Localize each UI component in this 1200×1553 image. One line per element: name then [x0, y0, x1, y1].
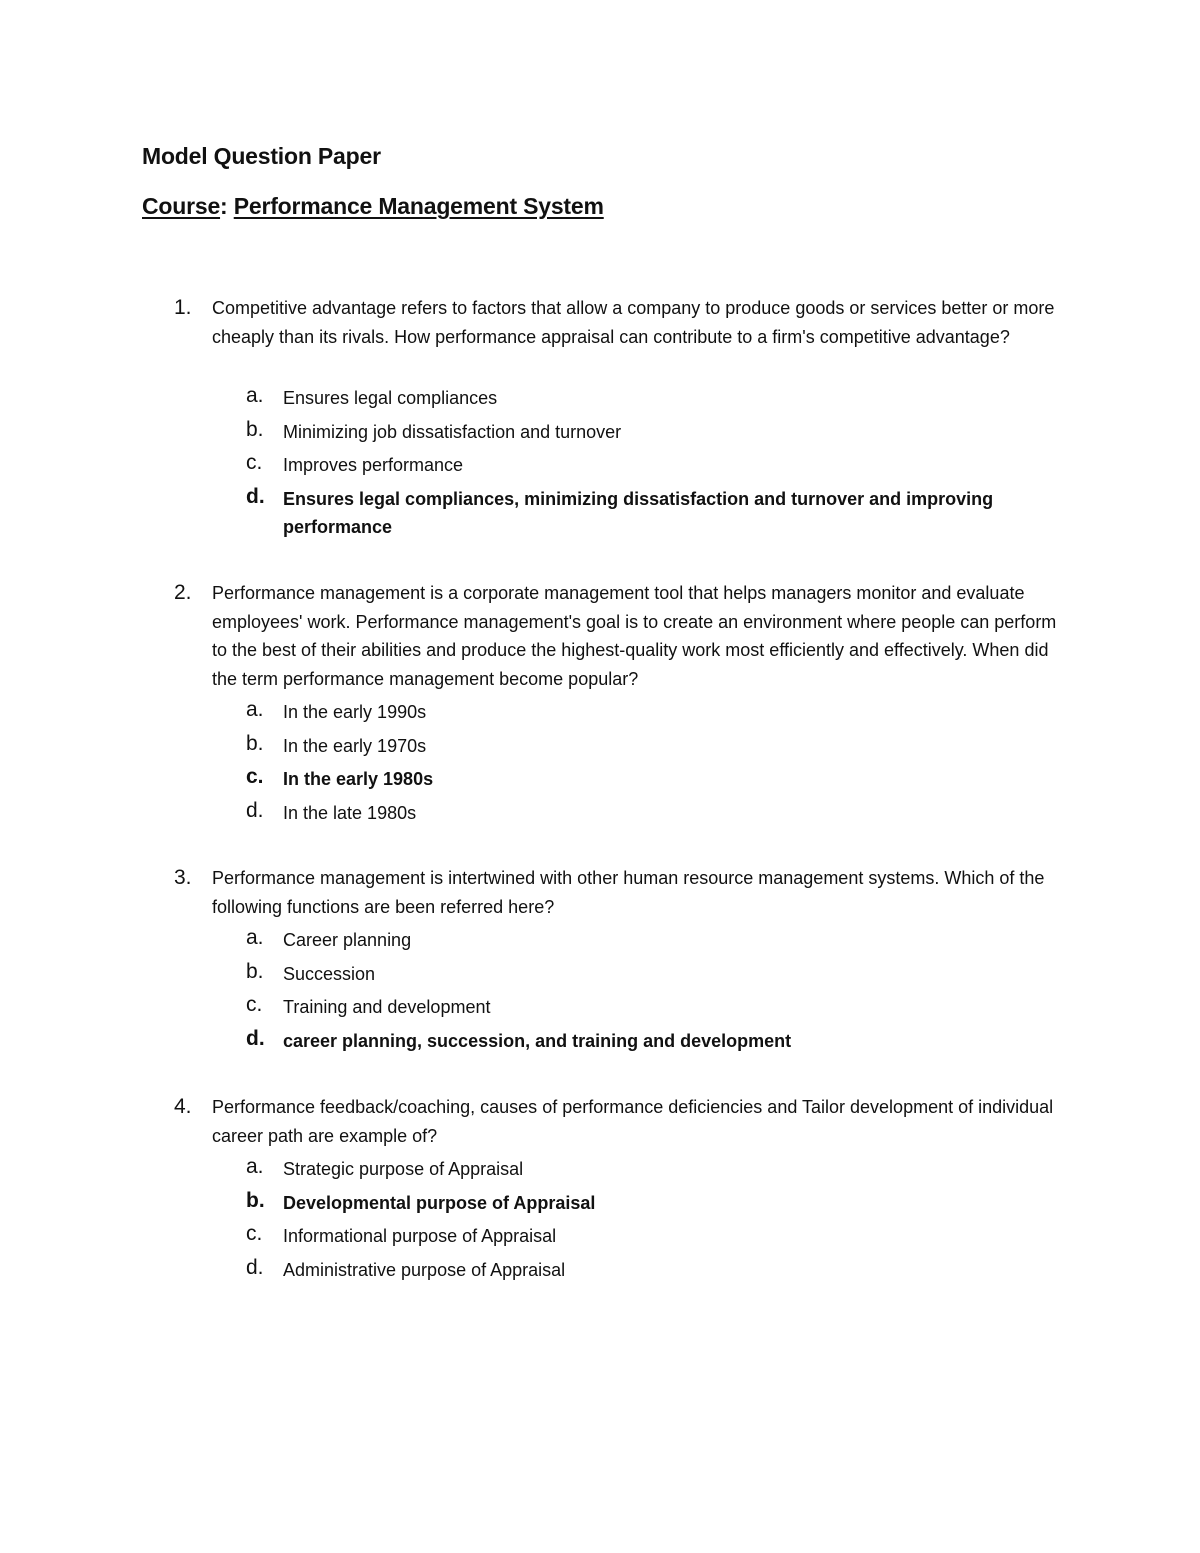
question-number: 3.: [174, 866, 192, 889]
option-c-correct: [0, 765, 1200, 799]
option-list: [0, 1155, 1200, 1289]
option-letter: b.: [246, 959, 264, 983]
option-text: In the early 1970s: [283, 735, 427, 756]
course-label: Course: [142, 193, 221, 219]
option-text: Training and development: [283, 997, 491, 1017]
option-letter: b.: [246, 1188, 265, 1212]
option-list: [0, 698, 1200, 832]
option-letter: c.: [246, 765, 264, 788]
option-c: [0, 993, 1200, 1027]
option-letter: d.: [246, 798, 264, 822]
option-text: In the late 1980s: [283, 802, 417, 823]
course-separator: :: [220, 193, 228, 219]
option-text: Developmental purpose of Appraisal: [283, 1192, 596, 1213]
option-text: Ensures legal compliances, minimizing dissatisfaction and turnover and improving performance: [283, 488, 994, 537]
option-text: In the early 1980s: [283, 769, 434, 789]
option-text: career planning, succession, and training and development: [283, 1030, 792, 1051]
option-text: Career planning: [283, 930, 412, 950]
option-letter: d.: [246, 484, 265, 508]
option-text: Succession: [283, 963, 376, 984]
option-d-correct: [0, 485, 1200, 547]
option-letter: c.: [246, 1222, 263, 1245]
option-a: [0, 698, 1200, 732]
question-number: 2.: [174, 581, 192, 604]
option-letter: d.: [246, 1255, 264, 1279]
option-d: [0, 799, 1200, 833]
option-b: [0, 960, 1200, 994]
option-a: [0, 1155, 1200, 1189]
option-b: [0, 418, 1200, 452]
question-text: Competitive advantage refers to factors that allow a company to produce goods or services better or more cheaply than its rivals. How performance appraisal can contribute to a firm's competitive advantage?: [212, 298, 1055, 347]
option-text: Administrative purpose of Appraisal: [283, 1259, 566, 1280]
option-a: [0, 384, 1200, 418]
option-letter: b.: [246, 417, 264, 441]
option-letter: a.: [246, 926, 264, 949]
course-heading: [142, 193, 604, 220]
option-text: Informational purpose of Appraisal: [283, 1226, 557, 1246]
option-letter: c.: [246, 451, 263, 474]
question-text: Performance management is intertwined with other human resource management systems. Which of the following functions are been referred here?: [212, 868, 1045, 917]
option-b-correct: [0, 1189, 1200, 1223]
option-b: [0, 732, 1200, 766]
option-text: In the early 1990s: [283, 702, 427, 722]
option-list: [0, 384, 1200, 547]
option-c: [0, 1222, 1200, 1256]
option-text: Minimizing job dissatisfaction and turnover: [283, 421, 622, 442]
option-letter: d.: [246, 1026, 265, 1050]
option-d: [0, 1256, 1200, 1290]
question-text: Performance management is a corporate management tool that helps managers monitor and evaluate employees' work. Performance management's goal is to create an environment where people can perform to the best of their abilities and produce the highest-quality work most efficiently and effectively. When did the term performance management become popular?: [212, 583, 1057, 689]
option-letter: a.: [246, 1155, 264, 1178]
option-a: [0, 926, 1200, 960]
course-name: Performance Management System: [233, 193, 604, 219]
option-text: Strategic purpose of Appraisal: [283, 1159, 524, 1179]
option-c: [0, 451, 1200, 485]
page-title: Model Question Paper: [142, 143, 381, 169]
option-list: [0, 926, 1200, 1060]
question-number: 1.: [174, 296, 192, 319]
question-number: 4.: [174, 1095, 192, 1118]
option-text: Improves performance: [283, 455, 464, 475]
option-letter: c.: [246, 993, 263, 1016]
option-letter: a.: [246, 384, 264, 407]
option-letter: a.: [246, 698, 264, 721]
option-text: Ensures legal compliances: [283, 388, 498, 408]
option-letter: b.: [246, 731, 264, 755]
option-d-correct: [0, 1027, 1200, 1061]
question-text: Performance feedback/coaching, causes of performance deficiencies and Tailor development of individual career path are example of?: [212, 1097, 1054, 1146]
